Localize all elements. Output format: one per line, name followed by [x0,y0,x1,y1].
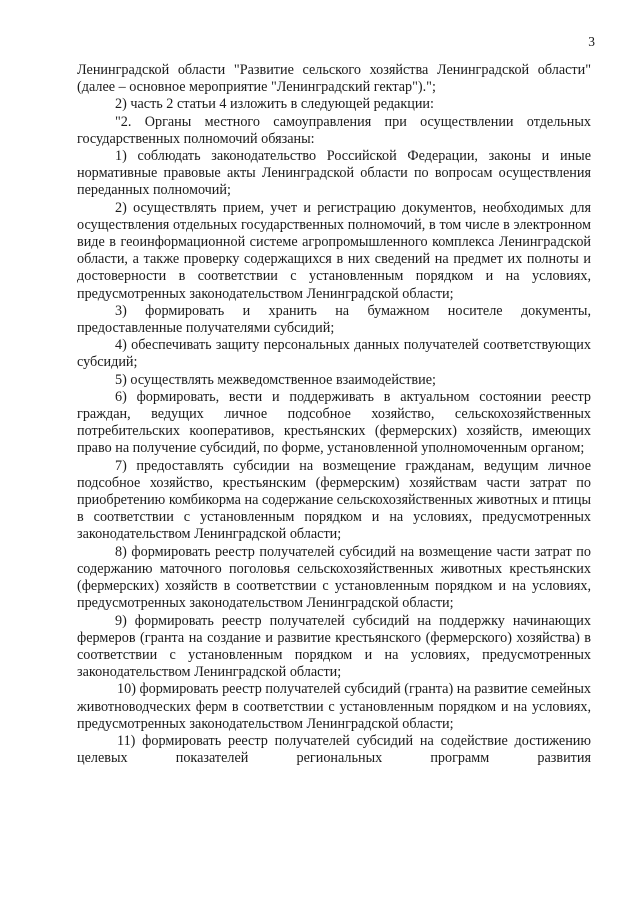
paragraph-duty-9: 9) формировать реестр получателей субсидий на поддержку начинающих фермеров (гранта на создание и развитие крестьянского (фермерского) хозяйства) в соответствии с установленным порядком и на условиях, предусмотренных законодательством Ленинградской области; [77,612,591,681]
paragraph-continuation: Ленинградской области "Развитие сельского хозяйства Ленинградской области" (далее – основное мероприятие "Ленинградский гектар")."; [77,62,591,96]
page-number: 3 [588,34,595,49]
document-body [77,62,591,767]
paragraph-duty-6: 6) формировать, вести и поддерживать в актуальном состоянии реестр граждан, ведущих личное подсобное хозяйство, сельскохозяйственных потребительских кооперативов, крестьянских (фермерских) хозяйств, имеющих право на получение субсидий, по форме, установленной уполномоченным органом; [77,388,591,457]
paragraph-duty-7: 7) предоставлять субсидии на возмещение гражданам, ведущим личное подсобное хозяйство, крестьянским (фермерским) хозяйствам части затрат по приобретению комбикорма на содержание сельскохозяйственных животных и птицы в соответствии с установленным порядком и на условиях, предусмотренных законодательством Ленинградской области; [77,457,591,543]
paragraph-duty-3: 3) формировать и хранить на бумажном носителе документы, предоставленные получателями субсидий; [77,302,591,337]
paragraph-duty-4: 4) обеспечивать защиту персональных данных получателей соответствующих субсидий; [77,337,591,371]
paragraph-duty-5: 5) осуществлять межведомственное взаимодействие; [115,371,436,388]
paragraph-duty-10: 10) формировать реестр получателей субсидий (гранта) на развитие семейных животноводческих ферм в соответствии с установленным порядком и на условиях, предусмотренных законодательством Ленинградской области; [77,681,591,732]
paragraph-duty-11: 11) формировать реестр получателей субсидий на содействие достижению целевых показателей региональных программ развития [77,732,591,767]
paragraph-duty-1: 1) соблюдать законодательство Российской Федерации, законы и иные нормативные правовые акты Ленинградской области по вопросам осуществления переданных полномочий; [77,148,591,199]
paragraph-article-4-part-2: "2. Органы местного самоуправления при осуществлении отдельных государственных полномочий обязаны: [77,113,591,147]
paragraph-amendment-item-2: 2) часть 2 статьи 4 изложить в следующей редакции: [115,96,434,113]
paragraph-duty-2: 2) осуществлять прием, учет и регистрацию документов, необходимых для осуществления отдельных государственных полномочий, в том числе в электронном виде в геоинформационной системе агропромышленного комплекса Ленинградской области, а также проверку содержащихся в них сведений на предмет их полноты и достоверности в соответствии с установленным порядком и на условиях, предусмотренных законодательством Ленинградской области; [77,199,591,302]
paragraph-duty-8: 8) формировать реестр получателей субсидий на возмещение части затрат по содержанию маточного поголовья сельскохозяйственных животных крестьянских (фермерских) хозяйств в соответствии с установленным порядком и на условиях, предусмотренных законодательством Ленинградской области; [77,543,591,612]
